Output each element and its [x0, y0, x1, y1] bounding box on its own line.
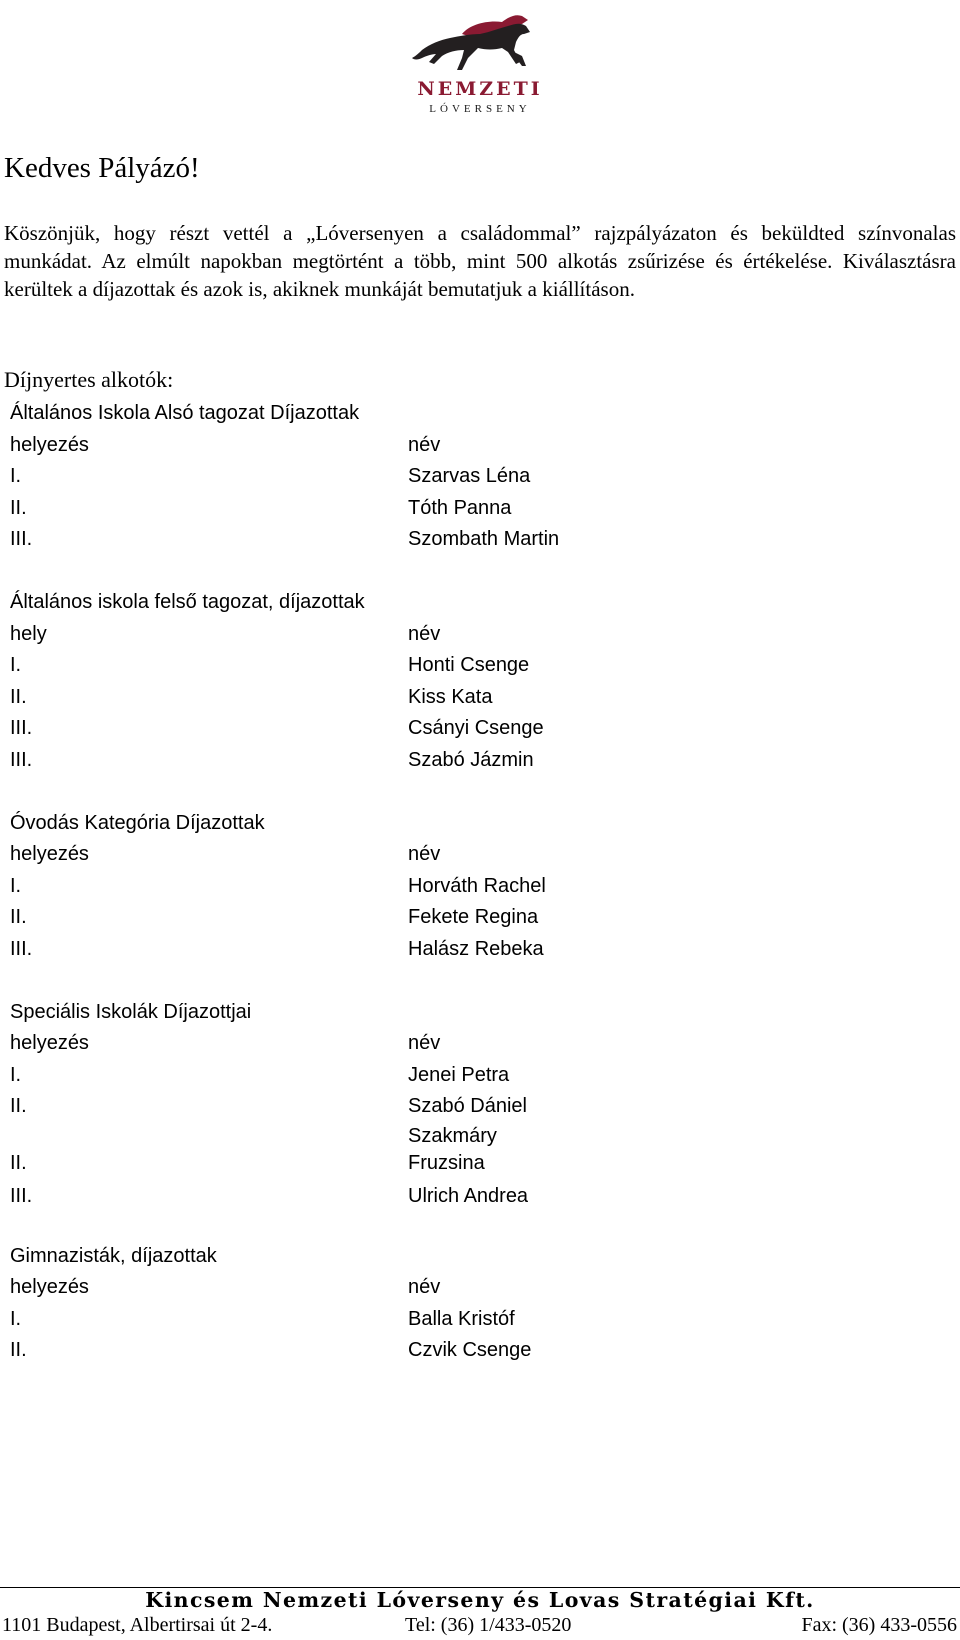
winner-name: Kiss Kata [408, 685, 493, 708]
name-header: név [408, 622, 441, 645]
place: II. [10, 906, 27, 928]
winner-name: Szakmáry Fruzsina [408, 1124, 497, 1174]
name-header: név [408, 843, 441, 865]
winner-name: Balla Kristóf [408, 1307, 515, 1330]
place: II. [10, 496, 27, 519]
winner-row [10, 1181, 630, 1213]
place: I. [10, 1307, 22, 1330]
winner-row [10, 1091, 630, 1123]
category-high-school [10, 1241, 630, 1367]
winner-row [10, 745, 630, 777]
place: I. [10, 1063, 22, 1086]
place: II. [10, 1339, 27, 1361]
winners-heading: Díjnyertes alkotók: [4, 367, 174, 392]
place: III. [10, 748, 33, 771]
winner-name: Szabó Jázmin [408, 748, 534, 771]
place-header: helyezés [10, 433, 89, 456]
winner-name: Szabó Dániel [408, 1095, 527, 1117]
winner-row [10, 1304, 630, 1336]
place: I. [10, 465, 22, 487]
footer-company-name: Kincsem Nemzeti Lóverseny és Lovas Stratégiai Kft. [145, 1588, 815, 1612]
winner-row [10, 650, 630, 682]
category-special-schools [10, 997, 630, 1213]
place: II. [10, 1095, 27, 1117]
logo-wordmark: NEMZETI [417, 78, 543, 100]
place: I. [10, 874, 22, 897]
name-header: név [408, 433, 441, 456]
winner-row [10, 682, 630, 714]
place-header: helyezés [10, 843, 89, 865]
category-title: Speciális Iskolák Díjazottjai [10, 1000, 252, 1023]
winner-row [10, 1335, 630, 1367]
header-row [10, 839, 630, 871]
logo-subtitle: LÓVERSENY [429, 103, 531, 115]
winner-row [10, 713, 630, 745]
place: II. [10, 685, 27, 708]
winner-name: Fekete Regina [408, 906, 539, 928]
winner-categories [10, 398, 630, 1398]
winner-row [10, 493, 630, 525]
footer-address: 1101 Budapest, Albertirsai út 2-4. [2, 1614, 273, 1636]
category-title: Óvodás Kategória Díjazottak [10, 811, 265, 834]
company-logo [410, 4, 550, 122]
name-header: név [408, 1276, 441, 1298]
place-header: helyezés [10, 1032, 89, 1054]
winner-name: Halász Rebeka [408, 937, 544, 960]
greeting: Kedves Pályázó! [4, 152, 200, 184]
intro-paragraph: Köszönjük, hogy részt vettél a „Lóversenyen a családommal” rajzpályázaton és beküldted színvonalas munkádat. Az elmúlt napokban megtörtént a több, mint 500 alkotás zsűrizése és értékelése. Kiválasztásra kerültek a díjazottak és azok is, akiknek munkáját bemutatjuk a kiállításon. [4, 221, 956, 301]
name-header: név [408, 1032, 441, 1054]
category-title: Általános Iskola Alsó tagozat Díjazottak [10, 402, 360, 424]
place: III. [10, 528, 33, 550]
winner-row [10, 902, 630, 934]
place: II. [10, 1151, 27, 1174]
category-lower-elementary [10, 398, 630, 556]
winner-name: Tóth Panna [408, 496, 512, 519]
winner-row [10, 461, 630, 493]
horse-icon [410, 4, 550, 78]
winner-row [10, 934, 630, 966]
category-upper-elementary [10, 587, 630, 776]
winner-name: Csányi Csenge [408, 717, 544, 739]
winner-row [10, 871, 630, 903]
winner-row [10, 1123, 630, 1177]
category-title: Gimnazisták, díjazottak [10, 1244, 217, 1267]
winner-name: Czvik Csenge [408, 1339, 532, 1361]
winner-name: Horváth Rachel [408, 874, 546, 897]
place: I. [10, 654, 22, 676]
place: III. [10, 937, 33, 960]
place-header: helyezés [10, 1276, 89, 1298]
winner-name-cell [408, 1123, 630, 1177]
winner-name: Honti Csenge [408, 654, 530, 676]
header-row [10, 1272, 630, 1304]
footer-phone: Tel: (36) 1/433-0520 [405, 1614, 572, 1636]
header-row [10, 1028, 630, 1060]
place: III. [10, 717, 33, 739]
winner-name: Jenei Petra [408, 1063, 510, 1086]
category-kindergarten [10, 808, 630, 966]
header-row [10, 619, 630, 651]
place-header: hely [10, 622, 47, 645]
winner-row [10, 524, 630, 556]
category-title: Általános iskola felső tagozat, díjazottak [10, 591, 365, 613]
footer-fax: Fax: (36) 433-0556 [801, 1614, 957, 1636]
winner-name: Ulrich Andrea [408, 1185, 529, 1207]
winner-name: Szarvas Léna [408, 465, 531, 487]
header-row [10, 430, 630, 462]
winner-row [10, 1060, 630, 1092]
winner-name: Szombath Martin [408, 528, 560, 550]
place: III. [10, 1185, 33, 1207]
